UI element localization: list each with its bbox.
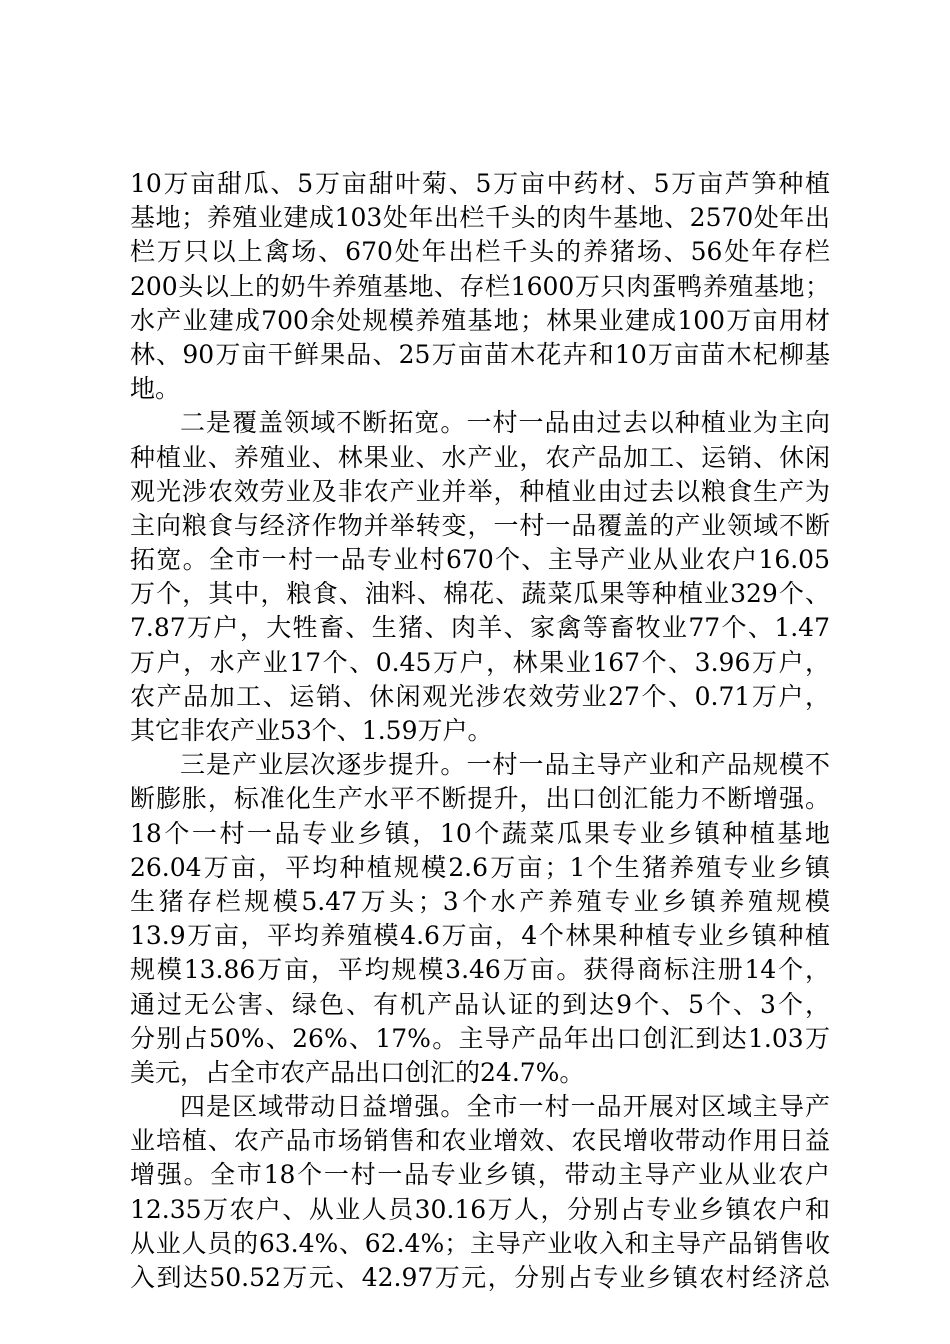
text-line: 12.35万农户、从业人员30.16万人，分别占专业乡镇农户和 [130,1194,830,1224]
text-line: 美元，占全市农产品出口创汇的24.7%。 [130,1057,585,1087]
text-line: 栏万只以上禽场、670处年出栏千头的养猪场、56处年存栏 [130,237,830,267]
text-line: 200头以上的奶牛养殖基地、存栏1600万只肉蛋鸭养殖基地； [130,271,830,301]
paragraph-4 [130,1090,830,1295]
paragraph-2 [130,406,830,748]
text-line: 26.04万亩，平均种植规模2.6万亩；1个生猪养殖专业乡镇 [130,852,830,882]
text-line: 通过无公害、绿色、有机产品认证的到达9个、5个、3个， [130,989,830,1019]
text-line: 入到达50.52万元、42.97万元，分别占专业乡镇农村经济总 [130,1263,830,1292]
text-line: 四是区域带动日益增强。全市一村一品开展对区域主导产 [180,1092,830,1122]
text-line: 分别占50%、26%、17%。主导产品年出口创汇到达1.03万 [130,1023,830,1053]
text-line: 规模13.86万亩，平均规模3.46万亩。获得商标注册14个， [130,955,830,985]
paragraph-1 [130,167,830,406]
text-line: 18个一村一品专业乡镇，10个蔬菜瓜果专业乡镇种植基地 [130,818,830,848]
text-line: 二是覆盖领域不断拓宽。一村一品由过去以种植业为主向 [180,408,830,438]
text-line: 10万亩甜瓜、5万亩甜叶菊、5万亩中药材、5万亩芦笋种植 [130,169,830,198]
text-line: 业培植、农产品市场销售和农业增效、农民增收带动作用日益 [130,1126,830,1156]
text-line: 林、90万亩干鲜果品、25万亩苗木花卉和10万亩苗木杞柳基 [130,339,830,369]
text-line: 从业人员的63.4%、62.4%；主导产业收入和主导产品销售收 [130,1228,830,1258]
paragraph-3 [130,748,830,1090]
text-line: 生猪存栏规模5.47万头；3个水产养殖专业乡镇养殖规模 [130,886,830,916]
text-line: 万个，其中，粮食、油料、棉花、蔬菜瓜果等种植业329个、 [130,579,830,609]
text-line: 水产业建成700余处规模养殖基地；林果业建成100万亩用材 [130,305,830,335]
text-line: 地。 [130,374,181,404]
text-line: 观光涉农效劳业及非农产业并举，种植业由过去以粮食生产为 [130,476,830,506]
text-line: 主向粮食与经济作物并举转变，一村一品覆盖的产业领域不断 [130,510,830,540]
text-line: 13.9万亩，平均养殖模4.6万亩，4个林果种植专业乡镇种植 [130,921,830,951]
text-line: 基地；养殖业建成103处年出栏千头的肉牛基地、2570处年出 [130,203,830,233]
text-line: 三是产业层次逐步提升。一村一品主导产业和产品规模不 [180,750,830,780]
text-line: 断膨胀，标准化生产水平不断提升，出口创汇能力不断增强。 [130,784,830,814]
text-line: 农产品加工、运销、休闲观光涉农效劳业27个、0.71万户， [130,681,830,711]
text-line: 种植业、养殖业、林果业、水产业，农产品加工、运销、休闲 [130,442,830,472]
text-line: 7.87万户，大牲畜、生猪、肉羊、家禽等畜牧业77个、1.47 [130,613,830,643]
text-line: 其它非农产业53个、1.59万户。 [130,716,493,745]
text-line: 拓宽。全市一村一品专业村670个、主导产业从业农户16.05 [130,545,830,575]
text-line: 万户，水产业17个、0.45万户，林果业167个、3.96万户， [130,647,830,677]
document-body [130,167,830,1295]
text-line: 增强。全市18个一村一品专业乡镇，带动主导产业从业农户 [130,1160,830,1190]
